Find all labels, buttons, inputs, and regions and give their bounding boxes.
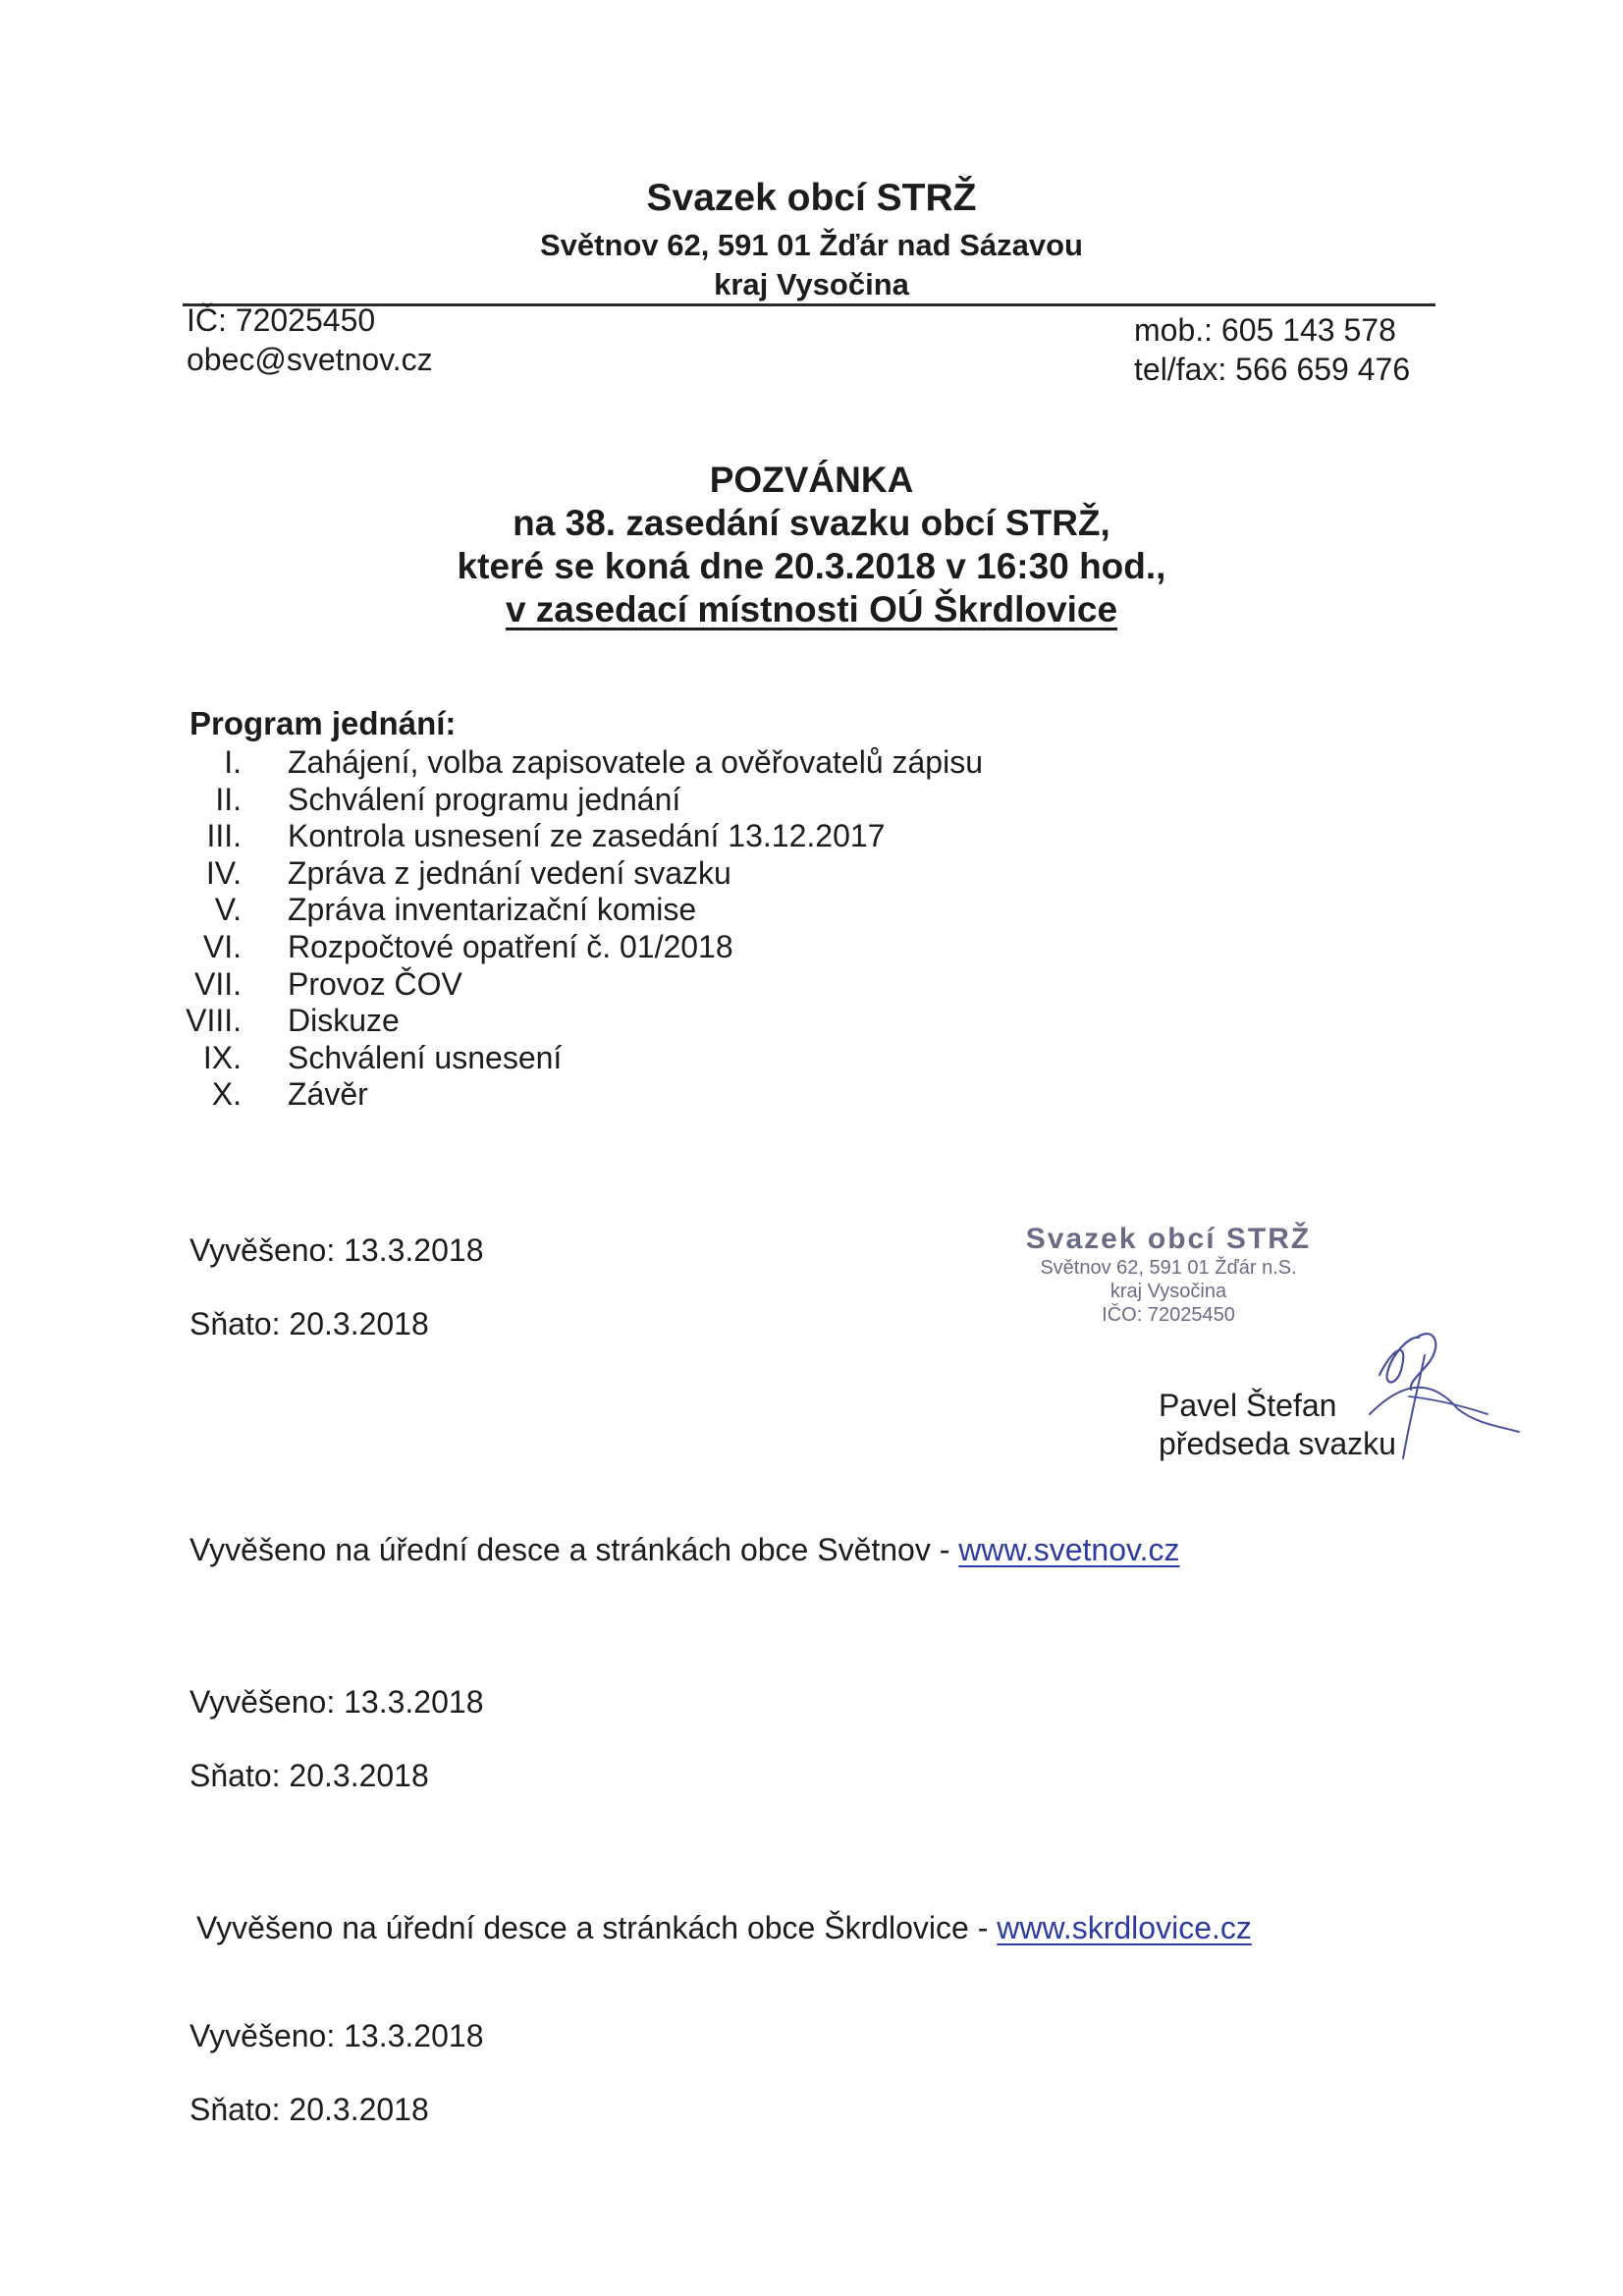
agenda-item-text: Zpráva inventarizační komise [288, 892, 697, 928]
svetnov-removed-date: Sňato: 20.3.2018 [189, 1758, 429, 1793]
skrdlovice-posted-date: Vyvěšeno: 13.3.2018 [189, 2018, 484, 2053]
notice-svetnov-text: Vyvěšeno na úřední desce a stránkách obce Světnov - [189, 1532, 959, 1567]
tel-fax-number: tel/fax: 566 659 476 [1134, 352, 1411, 387]
agenda-item-number: IV. [205, 854, 242, 891]
removed-date: Sňato: 20.3.2018 [189, 1306, 429, 1341]
agenda-item-text: Závěr [288, 1076, 368, 1113]
agenda-item-text: Zahájení, volba zapisovatele a ověřovatelů zápisu [288, 744, 983, 780]
invitation-title: POZVÁNKA [709, 460, 914, 500]
official-stamp [982, 1223, 1355, 1327]
agenda-item-text: Zpráva z jednání vedení svazku [288, 854, 731, 891]
agenda-item-text: Diskuze [288, 1003, 400, 1039]
svetnov-posted-date: Vyvěšeno: 13.3.2018 [189, 1684, 484, 1720]
posted-date: Vyvěšeno: 13.3.2018 [189, 1232, 484, 1268]
notice-svetnov [189, 1532, 1180, 1568]
invitation-location-text: v zasedací místnosti OÚ Škrdlovice [505, 589, 1118, 629]
organization-address: Světnov 62, 591 01 Žďár nad Sázavou [540, 228, 1083, 262]
agenda-item-text: Provoz ČOV [288, 965, 462, 1002]
invitation-location [0, 589, 1623, 630]
agenda-item-text: Schválení usnesení [288, 1039, 563, 1075]
skrdlovice-removed-date: Sňato: 20.3.2018 [189, 2092, 429, 2127]
organization-name: Svazek obcí STRŽ [646, 177, 977, 219]
stamp-region: kraj Vysočina [1109, 1281, 1227, 1302]
agenda-item-number: III. [206, 818, 242, 854]
program-heading: Program jednání: [189, 705, 457, 741]
email-address: obec@svetnov.cz [187, 342, 433, 377]
ic-number: IČ: 72025450 [187, 302, 376, 338]
stamp-ico: IČO: 72025450 [1102, 1304, 1235, 1326]
signatory-role: předseda svazku [1159, 1426, 1396, 1461]
signatory-name: Pavel Štefan [1159, 1388, 1337, 1423]
organization-region: kraj Vysočina [714, 267, 909, 301]
svetnov-website-link[interactable]: www.svetnov.cz [958, 1532, 1180, 1567]
agenda-item-number: VIII. [186, 1003, 242, 1039]
stamp-org-name: Svazek obcí STRŽ [1025, 1223, 1312, 1255]
invitation-meeting-line: na 38. zasedání svazku obcí STRŽ, [513, 503, 1110, 543]
mobile-number: mob.: 605 143 578 [1134, 312, 1396, 348]
notice-skrdlovice-text: Vyvěšeno na úřední desce a stránkách obce Škrdlovice - [196, 1910, 998, 1945]
agenda-item-text: Schválení programu jednání [288, 781, 681, 817]
notice-skrdlovice [196, 1910, 1252, 1946]
agenda-item-number: X. [211, 1076, 242, 1113]
agenda-item-number: V. [214, 892, 242, 928]
agenda-item-number: II. [215, 781, 242, 817]
stamp-address: Světnov 62, 591 01 Žďár n.S. [1040, 1257, 1297, 1279]
agenda-item-number: VII. [193, 965, 242, 1002]
agenda-item-text: Rozpočtové opatření č. 01/2018 [288, 928, 733, 964]
agenda-item-number: VI. [202, 928, 242, 964]
invitation-date-line: které se koná dne 20.3.2018 v 16:30 hod., [457, 546, 1166, 586]
agenda-item-number: I. [224, 744, 242, 780]
agenda-item-text: Kontrola usnesení ze zasedání 13.12.2017 [288, 818, 886, 854]
agenda-item-number: IX. [202, 1039, 242, 1075]
skrdlovice-website-link[interactable]: www.skrdlovice.cz [997, 1910, 1252, 1945]
